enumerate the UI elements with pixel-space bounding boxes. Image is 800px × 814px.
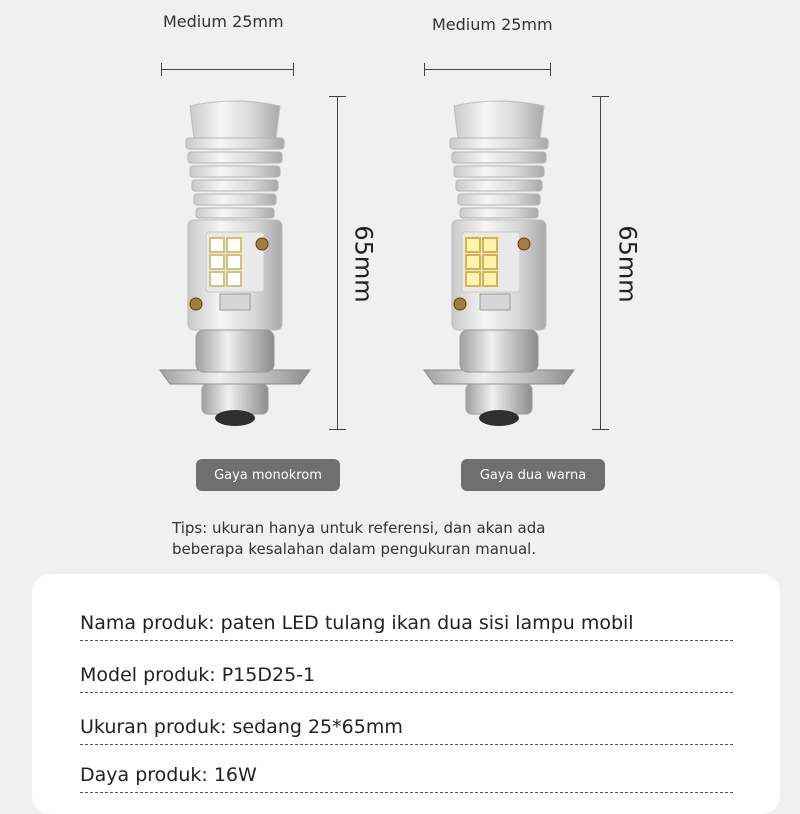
- style-label-monochrome: Gaya monokrom: [196, 459, 340, 491]
- spec-row-model: Model produk: P15D25-1: [80, 658, 733, 693]
- tips-line-2: beberapa kesalahan dalam pengukuran manual.: [172, 540, 537, 558]
- spec-row-power: Daya produk: 16W: [80, 758, 733, 793]
- height-line-right: [600, 96, 601, 430]
- style-label-dual-color: Gaya dua warna: [461, 459, 605, 491]
- width-line-right: [424, 69, 551, 70]
- width-label-right: Medium 25mm: [432, 15, 553, 34]
- width-label-left: Medium 25mm: [163, 12, 284, 31]
- led-bulb-right-icon: [414, 98, 584, 438]
- spec-card: [32, 574, 780, 814]
- led-bulb-left-icon: [150, 98, 320, 438]
- tips-text: [172, 518, 545, 560]
- tips-line-1: Tips: ukuran hanya untuk referensi, dan akan ada: [172, 519, 546, 537]
- height-label-right: 65mm: [613, 225, 642, 303]
- spec-row-size: Ukuran produk: sedang 25*65mm: [80, 710, 733, 745]
- width-line-left: [161, 69, 294, 70]
- spec-row-name: Nama produk: paten LED tulang ikan dua sisi lampu mobil: [80, 606, 733, 641]
- height-line-left: [337, 96, 338, 430]
- height-label-left: 65mm: [349, 225, 378, 303]
